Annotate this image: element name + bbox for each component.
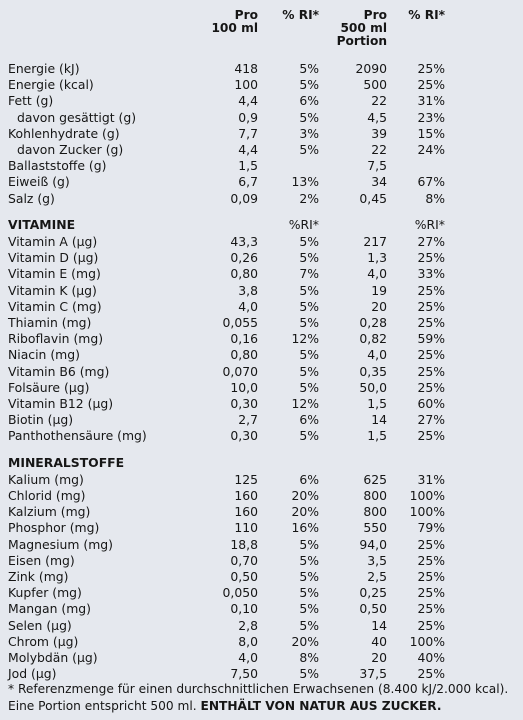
ri-per-100ml: 6% [299,471,319,487]
value-per-portion: 0,28 [359,315,387,330]
nutrient-label: Riboflavin (mg) [8,331,104,347]
value-per-portion: 0,25 [359,585,387,601]
ri-per-portion: 25% [417,601,445,617]
ri-per-portion: 15% [417,125,445,141]
value-per-100ml: 0,055 [222,315,258,330]
nutrient-label: Folsäure (µg) [8,379,90,395]
table-row [0,250,523,266]
footnote-portion-text: Eine Portion entspricht 500 ml. [8,699,201,713]
ri-per-100ml: 13% [291,174,319,190]
nutrient-label: Kohlenhydrate (g) [8,125,120,141]
ri-per-100ml: 5% [299,552,319,568]
ri-per-portion: 60% [417,396,445,411]
value-per-portion: 0,50 [359,601,387,617]
ri-per-portion: 100% [409,633,445,649]
nutrient-label: Vitamin C (mg) [8,298,102,314]
nutrient-label: Magnesium (mg) [8,536,113,552]
value-per-portion: 19 [371,282,387,298]
header-portion-line2: 500 ml [340,21,387,35]
nutrient-label: Ballaststoffe (g) [8,158,107,174]
value-per-100ml: 43,3 [230,234,258,249]
nutrient-label: Energie (kcal) [8,77,94,93]
value-per-portion: 0,45 [359,190,387,206]
footnote [8,681,523,715]
value-per-portion: 625 [363,471,387,487]
ri-per-portion: 25% [417,347,445,363]
table-row [0,601,523,617]
value-per-portion: 22 [371,142,387,157]
table-row [0,520,523,536]
nutrient-label: Energie (kJ) [8,61,80,76]
ri-per-portion: 25% [417,61,445,76]
table-row [0,174,523,190]
value-per-portion: 39 [371,125,387,141]
nutrient-label: Fett (g) [8,93,54,109]
value-per-100ml: 4,0 [238,298,258,314]
table-row [0,347,523,363]
ri-per-portion: 31% [417,93,445,109]
ri-per-portion: 23% [417,109,445,125]
value-per-100ml: 0,09 [230,190,258,206]
header-portion-line1: Pro [363,8,387,22]
ri-per-100ml: 5% [299,61,319,76]
value-per-100ml: 0,10 [230,601,258,617]
value-per-100ml: 100 [234,77,258,93]
value-per-portion: 34 [371,174,387,190]
header-ri-2: % RI* [408,8,445,22]
footnote-portion [8,698,523,715]
value-per-100ml: 160 [234,504,258,520]
ri-per-portion: 25% [417,250,445,266]
nutrient-label: Kalzium (mg) [8,504,91,520]
ri-per-100ml: 5% [299,234,319,249]
value-per-portion: 800 [363,488,387,503]
value-per-100ml: 0,30 [230,396,258,411]
value-per-portion: 37,5 [359,666,387,682]
nutrient-label: davon Zucker (g) [17,142,124,157]
ri-per-portion: 25% [417,536,445,552]
header-ri-1: % RI* [282,8,319,22]
nutrient-label: Eisen (mg) [8,552,75,568]
nutrient-label: Vitamin K (µg) [8,282,97,298]
table-row [0,126,523,142]
ri-per-portion: 31% [417,471,445,487]
ri-per-portion: 25% [417,282,445,298]
ri-per-100ml: 5% [299,77,319,93]
ri-per-100ml: 5% [299,601,319,617]
value-per-100ml: 0,80 [230,347,258,363]
ri-per-100ml: 5% [299,142,319,157]
table-row [0,396,523,412]
section-title: MINERALSTOFFE [8,454,125,470]
nutrient-label: Mangan (mg) [8,601,91,617]
ri-per-100ml: 5% [299,250,319,266]
nutrient-label: Vitamin B12 (µg) [8,396,114,411]
table-row [0,585,523,601]
nutrient-label: Chrom (µg) [8,633,79,649]
value-per-100ml: 4,4 [238,93,258,109]
value-per-portion: 20 [371,650,387,665]
value-per-portion: 1,3 [367,250,387,266]
table-row [0,618,523,634]
ri-per-100ml: 20% [291,633,319,649]
ri-per-100ml: 5% [299,428,319,444]
header-pro-portion [337,9,387,48]
value-per-100ml: 0,70 [230,552,258,568]
ri-per-100ml: 5% [299,298,319,314]
ri-per-100ml: 6% [299,412,319,428]
ri-per-portion: 25% [417,569,445,584]
value-per-100ml: 0,070 [222,363,258,379]
nutrient-label: Zink (mg) [8,569,69,584]
ri-per-100ml: 20% [291,504,319,520]
ri-per-100ml: 5% [299,315,319,330]
value-per-portion: 800 [363,504,387,520]
ri-per-portion: 59% [417,331,445,347]
value-per-100ml: 0,26 [230,250,258,266]
ri-per-100ml: 20% [291,488,319,503]
value-per-portion: 217 [363,234,387,249]
value-per-100ml: 4,4 [238,142,258,157]
table-row [0,61,523,77]
ri-per-portion: 25% [417,298,445,314]
ri-per-100ml: 5% [299,109,319,125]
value-per-portion: 1,5 [367,396,387,411]
nutrient-label: Molybdän (µg) [8,650,98,665]
ri-per-portion: 24% [417,142,445,157]
ri-per-100ml: 6% [299,93,319,109]
value-per-portion: 4,0 [367,266,387,282]
table-row [0,315,523,331]
nutrient-label: Selen (µg) [8,617,72,633]
nutrient-label: Eiweiß (g) [8,174,70,190]
table-row [0,412,523,428]
table-row [0,93,523,109]
table-row [0,553,523,569]
ri-per-100ml: 5% [299,347,319,363]
header-pro-100ml [211,9,258,35]
value-per-portion: 550 [363,520,387,536]
value-per-portion: 4,0 [367,347,387,363]
table-row [0,472,523,488]
value-per-portion: 22 [371,93,387,109]
ri-per-portion: 27% [417,234,445,249]
value-per-100ml: 418 [234,61,258,76]
value-per-portion: 500 [363,77,387,93]
ri-per-100ml: 5% [299,666,319,682]
value-per-100ml: 110 [234,520,258,536]
value-per-100ml: 8,0 [238,633,258,649]
ri-per-portion: 79% [417,520,445,536]
value-per-100ml: 0,50 [230,569,258,584]
value-per-100ml: 10,0 [230,379,258,395]
table-row [0,158,523,174]
value-per-portion: 40 [371,633,387,649]
nutrient-label: Vitamin E (mg) [8,266,101,282]
footnote-sugar-note: ENTHÄLT VON NATUR AUS ZUCKER. [200,699,442,713]
ri-per-100ml: 5% [299,585,319,601]
nutrient-label: Niacin (mg) [8,347,80,363]
ri-per-100ml: 16% [291,520,319,536]
ri-per-portion: 100% [409,488,445,503]
value-per-100ml: 7,50 [230,666,258,682]
ri-per-portion: 33% [417,266,445,282]
value-per-100ml: 18,8 [230,536,258,552]
table-row [0,364,523,380]
value-per-100ml: 0,30 [230,428,258,444]
nutrient-label: Vitamin A (µg) [8,234,98,249]
value-per-100ml: 6,7 [238,174,258,190]
value-per-100ml: 0,80 [230,266,258,282]
ri-per-100ml: 12% [291,396,319,411]
value-per-portion: 0,35 [359,363,387,379]
value-per-100ml: 4,0 [238,650,258,665]
value-per-portion: 50,0 [359,379,387,395]
value-per-100ml: 160 [234,488,258,503]
footnote-reference: * Referenzmenge für einen durchschnittlichen Erwachsenen (8.400 kJ/2.000 kcal). [8,682,509,696]
value-per-portion: 2,5 [367,569,387,584]
ri-per-100ml: 3% [299,125,319,141]
ri-per-100ml: 7% [299,266,319,282]
ri-per-portion: 25% [417,585,445,601]
nutrient-label: Salz (g) [8,190,55,206]
value-per-portion: 1,5 [367,428,387,444]
ri-per-portion: 25% [417,666,445,682]
table-row [0,142,523,158]
ri-per-portion: 40% [417,650,445,665]
value-per-100ml: 2,7 [238,412,258,428]
ri-per-portion: 25% [417,379,445,395]
value-per-portion: 94,0 [359,536,387,552]
table-header [0,9,523,49]
value-per-portion: 3,5 [367,552,387,568]
ri-per-portion: 67% [417,174,445,190]
header-pro-100ml-line2: 100 ml [211,21,258,35]
table-row [0,650,523,666]
header-portion-line3: Portion [336,34,387,48]
value-per-100ml: 1,5 [238,158,258,174]
value-per-portion: 2090 [355,61,387,76]
value-per-100ml: 2,8 [238,617,258,633]
table-row [0,380,523,396]
value-per-portion: 7,5 [367,158,387,174]
nutrient-label: Phosphor (mg) [8,520,100,536]
nutrient-label: Kupfer (mg) [8,585,82,601]
ri-per-100ml: 12% [291,331,319,347]
section-title: VITAMINE [8,216,76,232]
value-per-portion: 14 [371,617,387,633]
ri-per-100ml: 5% [299,282,319,298]
nutrient-label: davon gesättigt (g) [17,109,137,125]
value-per-100ml: 125 [234,471,258,487]
table-row [0,634,523,650]
table-row [0,283,523,299]
ri-per-portion: %RI* [414,216,445,232]
value-per-100ml: 3,8 [238,282,258,298]
table-row [0,666,523,682]
table-row [0,299,523,315]
value-per-portion: 0,82 [359,331,387,347]
nutrient-label: Jod (µg) [8,666,57,682]
ri-per-100ml: 5% [299,363,319,379]
value-per-portion: 4,5 [367,109,387,125]
table-row [0,234,523,250]
ri-per-portion: 25% [417,363,445,379]
nutrient-label: Kalium (mg) [8,471,84,487]
value-per-100ml: 0,16 [230,331,258,347]
section-heading-row [0,455,523,471]
value-per-portion: 14 [371,412,387,428]
ri-per-100ml: 5% [299,536,319,552]
ri-per-portion: 8% [425,190,445,206]
ri-per-100ml: 2% [299,190,319,206]
table-row [0,537,523,553]
ri-per-portion: 25% [417,552,445,568]
ri-per-portion: 100% [409,504,445,520]
nutrient-label: Panthothensäure (mg) [8,428,147,444]
table-row [0,428,523,444]
table-row [0,110,523,126]
nutrient-label: Chlorid (mg) [8,488,86,503]
ri-per-portion: 25% [417,428,445,444]
table-row [0,77,523,93]
value-per-100ml: 7,7 [238,125,258,141]
ri-per-100ml: 8% [299,650,319,665]
ri-per-portion: 25% [417,77,445,93]
nutrient-label: Vitamin D (µg) [8,250,99,266]
ri-per-100ml: 5% [299,617,319,633]
header-pro-100ml-line1: Pro [234,8,258,22]
nutrient-label: Vitamin B6 (mg) [8,363,110,379]
table-row [0,488,523,504]
table-row [0,504,523,520]
ri-per-portion: 25% [417,315,445,330]
table-row [0,331,523,347]
ri-per-100ml: 5% [299,379,319,395]
value-per-100ml: 0,050 [222,585,258,601]
section-heading-row [0,217,523,233]
nutrient-label: Thiamin (mg) [8,315,92,330]
table-row [0,569,523,585]
value-per-portion: 20 [371,298,387,314]
ri-per-100ml: 5% [299,569,319,584]
ri-per-portion: 27% [417,412,445,428]
value-per-100ml: 0,9 [238,109,258,125]
ri-per-portion: 25% [417,617,445,633]
nutrient-label: Biotin (µg) [8,412,74,428]
table-row [0,266,523,282]
table-row [0,191,523,207]
ri-per-100ml: %RI* [288,216,319,232]
